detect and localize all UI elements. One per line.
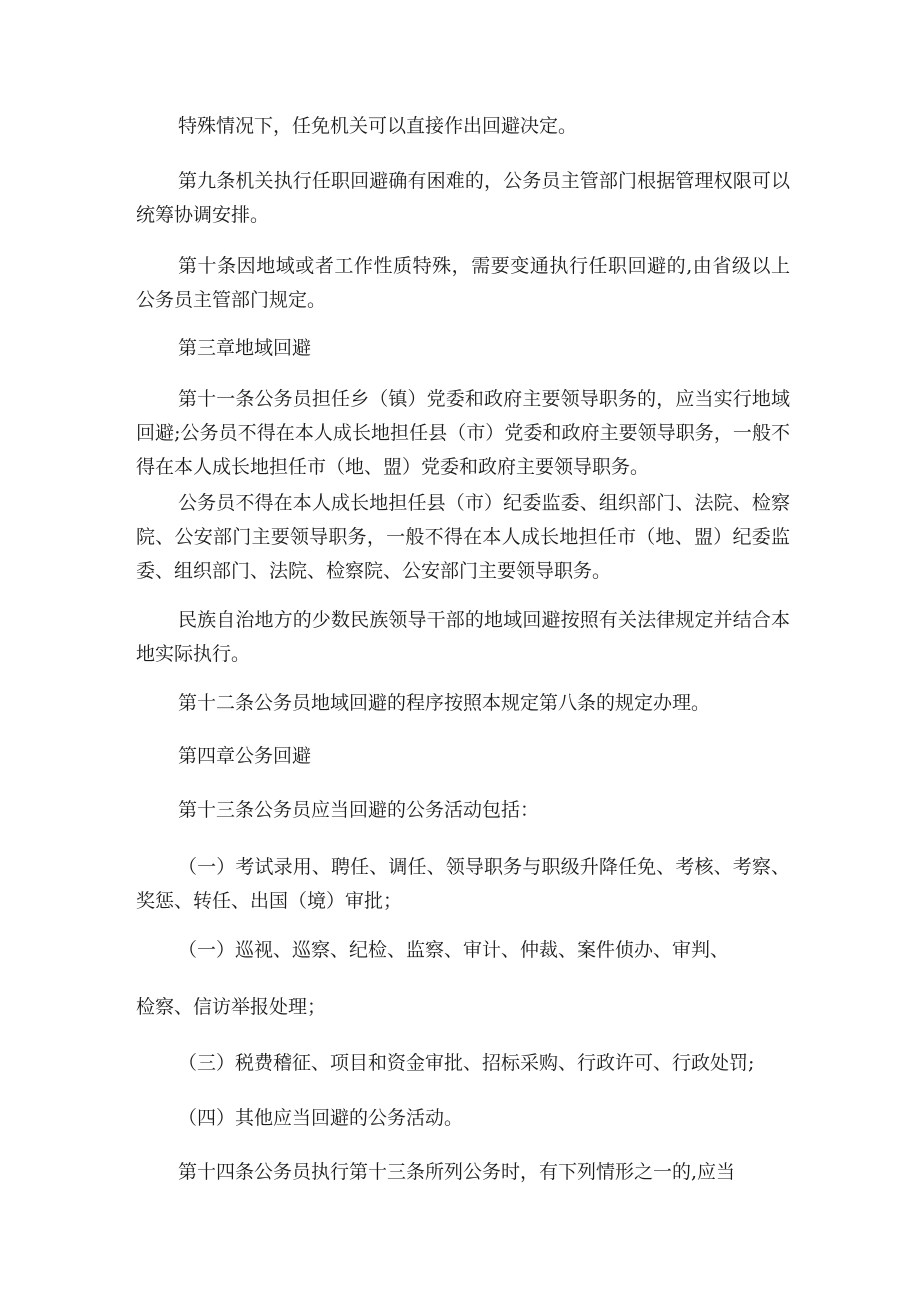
- paragraph-article-11: 第十一条公务员担任乡（镇）党委和政府主要领导职务的，应当实行地域回避;公务员不得在本人成长地担任县（市）党委和政府主要领导职务，一般不得在本人成长地担任市（地、盟）党委和政府主要领导职务。: [136, 388, 790, 478]
- paragraph-ethnic-autonomy: 民族自治地方的少数民族领导干部的地域回避按照有关法律规定并结合本地实际执行。: [136, 609, 790, 665]
- paragraph-article-9: 第九条机关执行任职回避确有困难的，公务员主管部门根据管理权限可以统筹协调安排。: [136, 170, 790, 226]
- paragraph-special-case: 特殊情况下，任免机关可以直接作出回避决定。: [178, 115, 578, 137]
- list-item-1: （一）考试录用、聘任、调任、领导职务与职级升降任免、考核、考察、奖惩、转任、出国（境）审批；: [136, 856, 790, 912]
- list-item-2: （一）巡视、巡察、纪检、监察、审计、仲裁、案件侦办、审判、: [178, 939, 730, 961]
- paragraph-article-13: 第十三条公务员应当回避的公务活动包括：: [178, 799, 540, 821]
- list-item-3: （三）税费稽征、项目和资金审批、招标采购、行政许可、行政处罚;: [178, 1052, 755, 1074]
- paragraph-article-10: 第十条因地域或者工作性质特殊，需要变通执行任职回避的,由省级以上公务员主管部门规定。: [136, 255, 790, 311]
- chapter-heading-4: 第四章公务回避: [178, 745, 312, 767]
- paragraph-article-12: 第十二条公务员地域回避的程序按照本规定第八条的规定办理。: [178, 692, 711, 714]
- paragraph-article-14: 第十四条公务员执行第十三条所列公务时，有下列情形之一的,应当: [178, 1161, 736, 1183]
- list-item-2-continued: 检察、信访举报处理；: [136, 996, 327, 1018]
- list-item-4: （四）其他应当回避的公务活动。: [178, 1107, 464, 1129]
- chapter-heading-3: 第三章地域回避: [178, 337, 312, 359]
- paragraph-article-11-part-2: 公务员不得在本人成长地担任县（市）纪委监委、组织部门、法院、检察院、公安部门主要领导职务，一般不得在本人成长地担任市（地、盟）纪委监委、组织部门、法院、检察院、公安部门主要领导职务。: [136, 492, 790, 582]
